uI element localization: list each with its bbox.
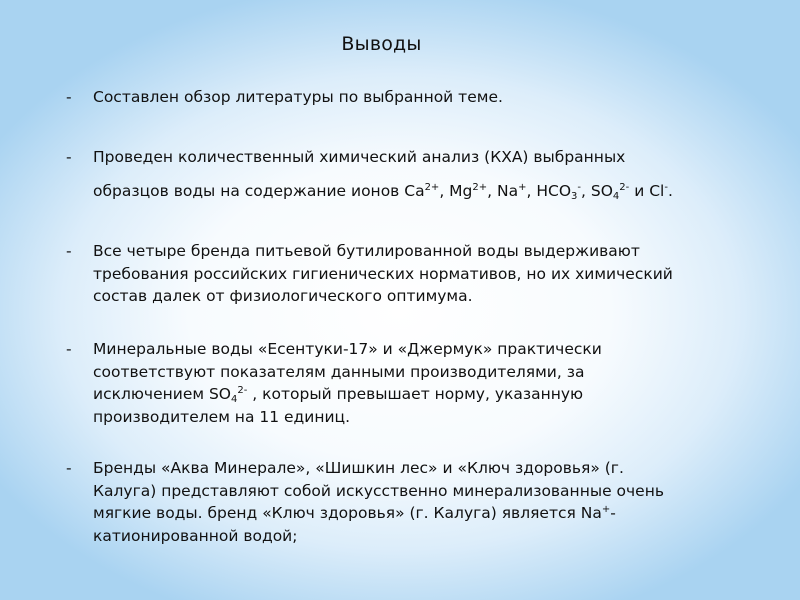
conclusion-text-2 (93, 140, 763, 208)
text-line: соответствуют показателям данными производителями, за (93, 362, 585, 381)
index-so4: 4 (231, 394, 238, 405)
conclusion-text-5 (93, 457, 763, 547)
text-line: Бренды «Аква Минерале», «Шишкин лес» и «Ключ здоровья» (г. (93, 459, 624, 477)
text-line: Проведен количественный химический анализ (КХА) выбранных (93, 148, 626, 166)
text-line: производителем на 11 единиц. (93, 407, 351, 426)
bullet-dash: - (66, 340, 72, 358)
text-line: Составлен обзор литературы по выбранной теме. (93, 88, 503, 106)
bullet-dash: - (66, 242, 72, 260)
text-line-na: мягкие воды. бренд «Ключ здоровья» (г. Калуга) является Na+- (93, 504, 616, 522)
charge-na: + (518, 182, 527, 193)
charge-ca: 2+ (424, 182, 440, 193)
bullet-dash: - (66, 459, 72, 477)
index-hco3: 3 (571, 191, 578, 202)
conclusion-text-1 (93, 86, 763, 109)
charge-mg: 2+ (472, 182, 488, 193)
bullet-dash: - (66, 88, 72, 106)
conclusion-text-3 (93, 240, 763, 308)
text-line: Все четыре бренда питьевой бутилированной воды выдерживают (93, 242, 640, 260)
slide-title: Выводы (341, 33, 422, 55)
text-line: требования российских гигиенических нормативов, но их химический (93, 264, 673, 283)
text-line: Минеральные воды «Есентуки-17» и «Джермук» практически (93, 340, 602, 358)
index-so4: 4 (612, 191, 620, 202)
charge-hco3: - (577, 182, 582, 193)
text-line: состав далек от физиологического оптимума. (93, 287, 473, 305)
charge-na: + (601, 504, 611, 515)
text-line: катионированной водой; (93, 526, 298, 545)
charge-so4: 2- (237, 385, 248, 396)
text-line: Калуга) представляют собой искусственно минерализованные очень (93, 481, 664, 500)
text-line-ions: образцов воды на содержание ионов $Ca^{2+}$, $Mg^{2+}$, Na+, $HCO_3^-$, $SO_4^{2-}$ и Cl-. (93, 182, 673, 202)
charge-so4: 2- (619, 182, 630, 193)
bullet-dash: - (66, 148, 72, 166)
text-line-so4: исключением $SO_4^{2-}$ , который превышает норму, указанную (93, 385, 584, 405)
charge-cl: - (664, 182, 668, 193)
conclusion-text-4 (93, 338, 763, 428)
